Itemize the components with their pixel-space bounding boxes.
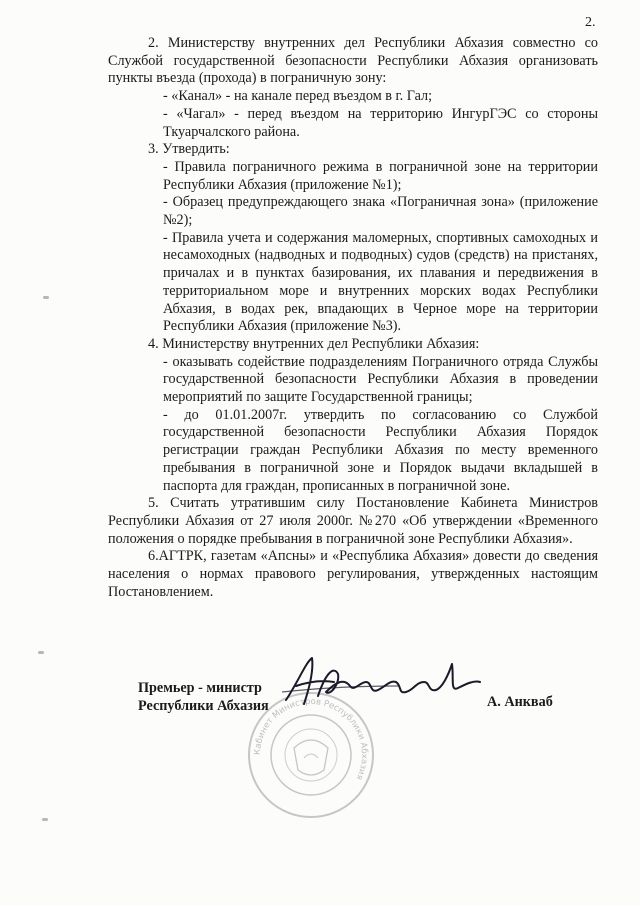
document-body (108, 35, 598, 602)
signatory-title-line2: Республики Абхазия (138, 697, 269, 714)
paragraph: - Правила учета и содержания маломерных, спортивных самоходных и несамоходных (надводных и подводных) судов (средств) на пристанях, причалах и в пунктах базирования, их плавания и передвижения в территориальном море и внутренних морских водах Республики Абхазия, в водах рек, впадающих в Черное море на территории Республики Абхазия (приложение №3). (163, 229, 598, 335)
paragraph: 2. Министерству внутренних дел Республики Абхазия совместно со Службой государственной безопасности Республики Абхазия организовать пункты въезда (прохода) в пограничную зону: (108, 35, 598, 87)
paragraph: 4. Министерству внутренних дел Республики Абхазия: (148, 335, 480, 352)
paragraph: - до 01.01.2007г. утвердить по согласованию со Службой государственной безопасности Республики Абхазия Порядок регистрации граждан Республики Абхазия по месту временного пребывания в пограничной зоне и Порядок выдачи вкладышей в паспорта для граждан, прописанных в пограничной зоне. (163, 406, 598, 494)
paragraph: - Правила пограничного режима в пограничной зоне на территории Республики Абхазия (приложение №1); (163, 158, 598, 193)
scan-speck (43, 296, 49, 299)
seal-text: Кабинет Министров Республики Абхазия (252, 696, 370, 782)
paragraph: 6.АГТРК, газетам «Апсны» и «Республика Абхазия» довести до сведения населения о нормах правового регулирования, утвержденных настоящим Постановлением. (108, 548, 598, 600)
paragraph: 5. Считать утратившим силу Постановление Кабинета Министров Республики Абхазия от 27 июля 2000г. №270 «Об утверждении «Временного положения о порядке пребывания в пограничной зоне Республики Абхазия». (108, 495, 598, 547)
paragraph: - Образец предупреждающего знака «Пограничная зона» (приложение №2); (163, 194, 598, 229)
signatory-title-line1: Премьер - министр (138, 680, 262, 696)
scan-speck (38, 651, 44, 654)
scan-speck (42, 818, 48, 821)
paragraph: 3. Утвердить: (148, 141, 230, 158)
page-number: 2. (585, 15, 596, 30)
signatory-title (138, 680, 269, 715)
signatory-name: А. Анкваб (487, 694, 553, 710)
paragraph: - «Канал» - на канале перед въездом в г. Гал; (163, 88, 433, 105)
paragraph: - «Чагал» - перед въездом на территорию ИнгурГЭС со стороны Ткуарчалского района. (163, 105, 598, 140)
handwritten-signature (278, 652, 488, 712)
paragraph: - оказывать содействие подразделениям Пограничного отряда Службы государственной безопасности Республики Абхазия в проведении мероприятий по защите Государственной границы; (163, 353, 598, 406)
